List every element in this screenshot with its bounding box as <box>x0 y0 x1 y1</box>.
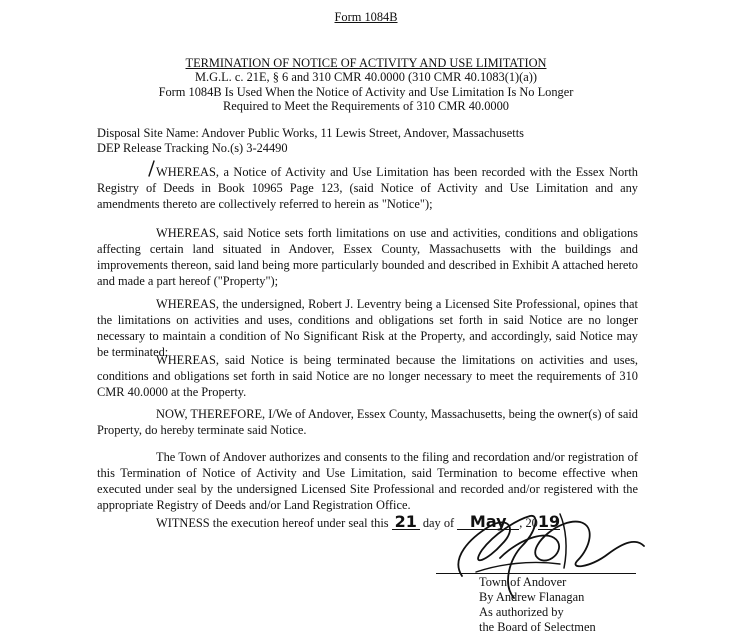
disposal-site-name: Disposal Site Name: Andover Public Works, 11 Lewis Street, Andover, Massachusetts <box>97 126 524 140</box>
signature-line <box>436 573 636 574</box>
form-purpose-line-2: Required to Meet the Requirements of 310 CMR 40.0000 <box>223 99 509 113</box>
paragraph-text: WHEREAS, said Notice sets forth limitations on use and activities, conditions and obligations affecting certain land situated in Andover, Essex County, Massachusetts with the buildings and improvements thereon, said land being more particularly bounded and described in Exhibit A attached hereto and made a part hereof ("Property"); <box>97 226 638 288</box>
whereas-paragraph-2 <box>97 225 638 289</box>
statute-reference: M.G.L. c. 21E, § 6 and 310 CMR 40.0000 (310 CMR 40.1083(1)(a)) <box>194 70 538 84</box>
signatory-authority: As authorized by <box>479 605 564 619</box>
form-title: TERMINATION OF NOTICE OF ACTIVITY AND USE LIMITATION <box>185 56 547 70</box>
witness-day: 21 <box>392 514 420 530</box>
now-therefore-paragraph <box>97 406 638 438</box>
paragraph-text: The Town of Andover authorizes and consents to the filing and recordation and/or registration of this Termination of Notice of Activity and Use Limitation, said Termination to become effective when executed under seal by the undersigned Licensed Site Professional and recorded and/or registered with the appropriate Registry of Deeds and/or Land Registration Office. <box>97 450 638 512</box>
form-purpose-line-1: Form 1084B Is Used When the Notice of Activity and Use Limitation Is No Longer <box>158 85 574 99</box>
form-number: Form 1084B <box>334 10 398 24</box>
paragraph-text: WHEREAS, a Notice of Activity and Use Limitation has been recorded with the Essex North Registry of Deeds in Book 10965 Page 123, (said Notice of Activity and Use Limitation and any amendments thereto are collectively referred to herein as "Notice"); <box>97 165 638 211</box>
signatory-board: the Board of Selectmen <box>479 620 596 634</box>
witness-prefix: WITNESS the execution hereof under seal this <box>156 516 389 530</box>
dep-tracking-number: DEP Release Tracking No.(s) 3-24490 <box>97 141 288 155</box>
witness-day-of: day of <box>422 516 455 530</box>
whereas-paragraph-3 <box>97 296 638 360</box>
whereas-paragraph-1 <box>97 164 638 212</box>
paragraph-text: NOW, THEREFORE, I/We of Andover, Essex County, Massachusetts, being the owner(s) of said Property, do hereby terminate said Notice. <box>97 407 638 437</box>
paragraph-text: WHEREAS, the undersigned, Robert J. Leventry being a Licensed Site Professional, opines that the limitations on activities and uses, conditions and obligations set forth in said Notice are no longer necessary to maintain a condition of No Significant Risk at the Property, and accordingly, said Notice may be terminated; <box>97 297 638 359</box>
signatory-name: By Andrew Flanagan <box>479 590 585 604</box>
witness-year: 19 <box>537 512 561 531</box>
witness-month: May <box>457 514 519 530</box>
signatory-block <box>479 575 596 635</box>
whereas-paragraph-4 <box>97 352 638 400</box>
witness-year-prefix: , 20 <box>519 516 538 530</box>
paragraph-text: WHEREAS, said Notice is being terminated because the limitations on activities and uses, conditions and obligations set forth in said Notice are no longer necessary to meet the requirements of 310 CMR 40.0000 at the Property. <box>97 353 638 399</box>
signatory-town: Town of Andover <box>479 575 567 589</box>
